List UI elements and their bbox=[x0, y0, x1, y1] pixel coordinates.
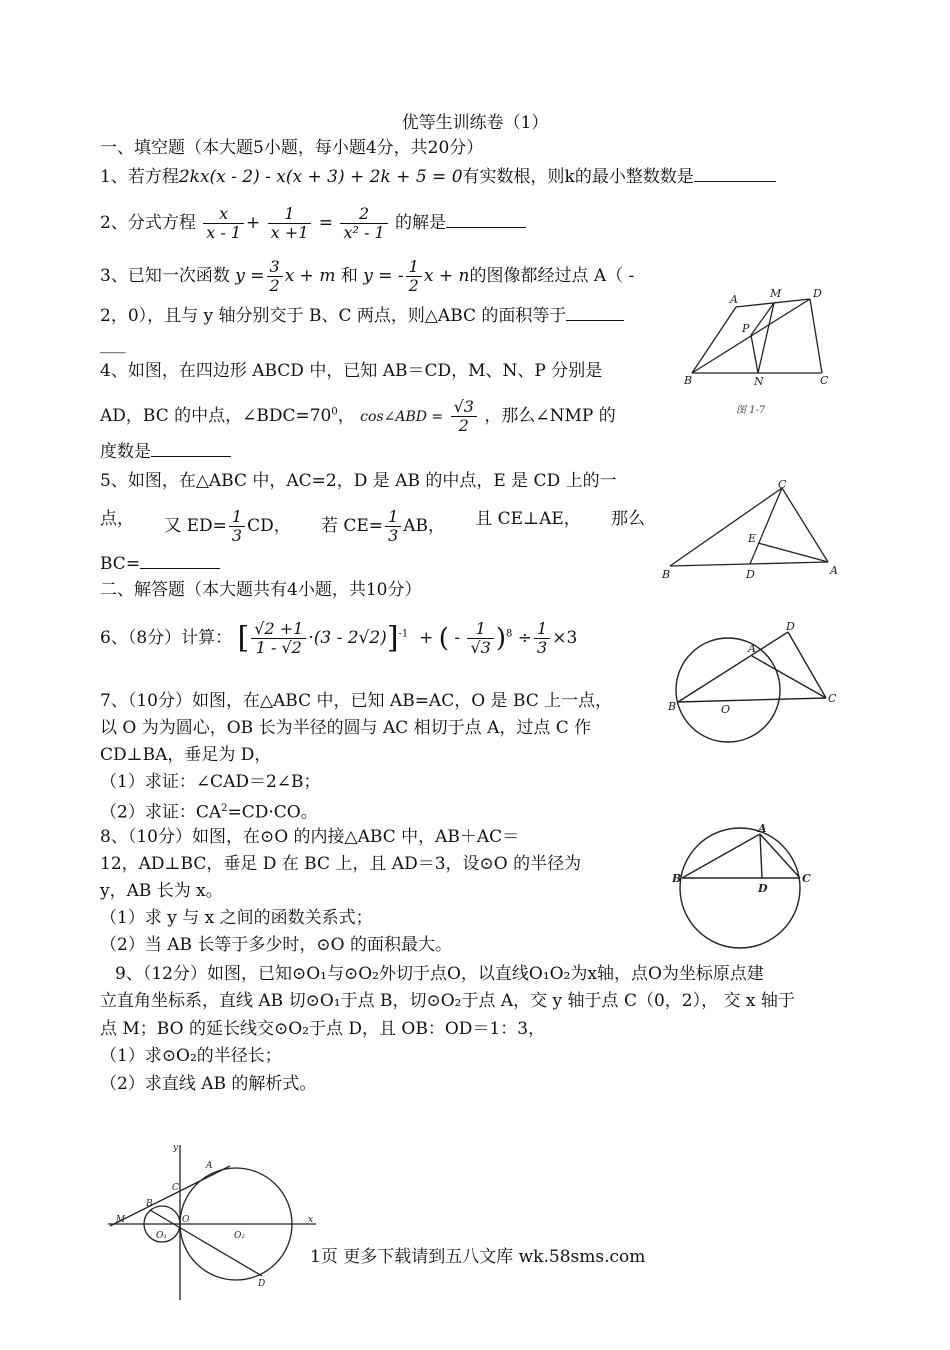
svg-text:C: C bbox=[172, 1183, 179, 1193]
coordinate-circles-figure bbox=[108, 1140, 323, 1305]
question-7-line-3: CD⊥BA，垂足为 D， bbox=[100, 745, 272, 765]
svg-text:y: y bbox=[173, 1143, 179, 1153]
fraction: $\frac{x}{x - 1}$ bbox=[203, 205, 244, 242]
svg-text:C: C bbox=[778, 478, 787, 491]
svg-text:O₂: O₂ bbox=[234, 1231, 245, 1241]
svg-text:N: N bbox=[754, 375, 764, 388]
svg-text:x: x bbox=[308, 1215, 314, 1225]
svg-text:A: A bbox=[758, 822, 767, 835]
svg-text:D: D bbox=[258, 1279, 266, 1289]
answer-blank[interactable] bbox=[151, 440, 231, 457]
section2-heading: 二、解答题（本大题共有4小题，共10分） bbox=[100, 580, 422, 600]
svg-text:P: P bbox=[742, 322, 750, 335]
svg-text:M: M bbox=[116, 1215, 126, 1225]
circle-tangent-figure bbox=[668, 618, 848, 753]
fraction: $\frac{1}{√3}$ bbox=[467, 620, 493, 657]
svg-text:B: B bbox=[668, 700, 677, 713]
svg-text:A: A bbox=[730, 293, 738, 306]
fraction: $\frac{√2 +1}{1 - √2}$ bbox=[251, 620, 306, 657]
question-7-part-2: （2）求证：$CA^2=CD\cdot CO$。 bbox=[100, 802, 318, 823]
svg-text:C: C bbox=[802, 872, 811, 885]
svg-text:B: B bbox=[662, 568, 671, 581]
question-7-part-1: （1）求证：∠CAD＝2∠B； bbox=[100, 772, 321, 792]
answer-blank[interactable] bbox=[566, 304, 624, 321]
page-footer: 1页 更多下载请到五八文库 wk.58sms.com bbox=[310, 1247, 646, 1267]
fraction: $\frac{1}{3}$ bbox=[534, 620, 550, 657]
question-4-line-3: 度数是 bbox=[100, 440, 231, 463]
svg-text:B: B bbox=[672, 872, 682, 885]
page-title: 优等生训练卷（1） bbox=[401, 113, 549, 133]
question-8-line-3: y，AB 长为 x。 bbox=[100, 881, 223, 901]
svg-text:O: O bbox=[182, 1215, 190, 1225]
question-4-line-1: 4、如图，在四边形 ABCD 中，已知 AB＝CD，M、N、P 分别是 bbox=[100, 361, 603, 381]
svg-text:A: A bbox=[206, 1161, 213, 1171]
triangle-figure bbox=[660, 478, 845, 583]
svg-text:A: A bbox=[748, 642, 756, 655]
question-9-line-1: 9、（12分）如图，已知⊙O₁与⊙O₂外切于点O，以直线O₁O₂为x轴，点O为坐标原点建 bbox=[115, 964, 764, 984]
svg-text:C: C bbox=[828, 692, 837, 705]
question-7-line-1: 7、（10分）如图，在△ABC 中，已知 AB=AC，O 是 BC 上一点， bbox=[100, 691, 613, 711]
question-8-part-2: （2）当 AB 长等于多少时，⊙O 的面积最大。 bbox=[100, 935, 452, 955]
answer-blank[interactable] bbox=[694, 165, 776, 182]
fraction: $\frac{√3}{2}$ bbox=[451, 398, 477, 435]
question-2: 2、分式方程 $\frac{x}{x - 1}$ + $\frac{1}{x +1}$ = $\frac{2}{\text{x² - 1}}$ 的解是 bbox=[100, 205, 526, 242]
svg-text:O: O bbox=[721, 703, 731, 716]
inscribed-triangle-figure bbox=[672, 822, 822, 952]
fraction: $\frac{1}{2}$ bbox=[406, 258, 422, 295]
figure-caption: 图 1-7 bbox=[736, 405, 766, 416]
svg-text:A: A bbox=[830, 564, 838, 577]
question-9-line-2: 立直角坐标系，直线 AB 切⊙O₁于点 B，切⊙O₂于点 A，交 y 轴于点 C（0，2）， 交 x 轴于 bbox=[100, 991, 795, 1011]
answer-blank[interactable] bbox=[446, 211, 526, 228]
fraction: $\frac{1}{3}$ bbox=[385, 508, 401, 545]
question-4-line-2: AD，BC 的中点，$\angle BDC=70^0$， cos∠ABD = $\frac{√3}{2}$ ，那么∠NMP 的 bbox=[100, 397, 616, 435]
question-6: 6、（8分）计算： [ $\frac{√2 +1}{1 - √2}$ ·(3 - 2√2)]$^{-1}$ + ( - $\frac{1}{√3}$ )$^8$ ÷ $\frac{1}{3}$ ×3 bbox=[100, 619, 578, 657]
question-3: 3、已知一次函数 y = $\frac{3}{2}$ x + m 和 y = - $\frac{1}{2}$ x + n的图像都经过点 A（ - bbox=[100, 257, 635, 295]
question-9-line-3: 点 M；BO 的延长线交⊙O₂于点 D，且 OB：OD＝1：3， bbox=[100, 1019, 546, 1039]
fraction: $\frac{2}{\text{x² - 1}}$ bbox=[340, 205, 387, 242]
question-9-part-1: （1）求⊙O₂的半径长； bbox=[100, 1046, 282, 1066]
svg-text:E: E bbox=[748, 532, 757, 545]
question-3-line-2: 2，0），且与 y 轴分别交于 B、C 两点，则△ABC 的面积等于 bbox=[100, 304, 624, 327]
question-9-part-2: （2）求直线 AB 的解析式。 bbox=[100, 1074, 317, 1094]
section1-heading: 一、填空题（本大题5小题，每小题4分，共20分） bbox=[100, 138, 484, 158]
question-3-tail: ___ bbox=[100, 334, 126, 354]
question-5-line-3: BC= bbox=[100, 552, 220, 575]
question-1: 1、若方程2kx(x - 2) - x(x + 3) + 2k + 5 = 0有实数根，则k的最小整数数是 bbox=[100, 165, 776, 188]
fraction: $\frac{1}{x +1}$ bbox=[268, 205, 312, 242]
svg-text:M: M bbox=[770, 287, 782, 300]
question-7-line-2: 以 O 为为圆心，OB 长为半径的圆与 AC 相切于点 A，过点 C 作 bbox=[100, 718, 592, 738]
question-8-line-1: 8、（10分）如图，在⊙O 的内接△ABC 中，AB＋AC＝ bbox=[100, 827, 520, 847]
question-8-part-1: （1）求 y 与 x 之间的函数关系式； bbox=[100, 908, 373, 928]
fraction: $\frac{1}{3}$ bbox=[229, 508, 245, 545]
svg-text:C: C bbox=[820, 374, 829, 387]
question-5-line-2: 点， 又 ED= $\frac{1}{3}$ CD， 若 CE= $\frac{1}{3}$ AB， 且 CE⊥AE， 那么 bbox=[100, 507, 645, 545]
fraction: $\frac{3}{2}$ bbox=[267, 258, 283, 295]
q1-equation: 2kx(x - 2) - x(x + 3) + 2k + 5 = 0 bbox=[178, 167, 463, 187]
question-8-line-2: 12，AD⊥BC，垂足 D 在 BC 上，且 AD＝3，设⊙O 的半径为 bbox=[100, 854, 582, 874]
svg-text:B: B bbox=[684, 374, 693, 387]
quadrilateral-figure bbox=[680, 285, 840, 420]
answer-blank[interactable] bbox=[140, 552, 220, 569]
svg-text:B: B bbox=[146, 1199, 153, 1209]
svg-text:D: D bbox=[813, 287, 822, 300]
question-5-line-1: 5、如图，在△ABC 中，AC=2，D 是 AB 的中点，E 是 CD 上的一 bbox=[100, 471, 617, 491]
svg-text:O₁: O₁ bbox=[156, 1231, 167, 1241]
svg-text:D: D bbox=[746, 568, 755, 581]
svg-text:D: D bbox=[758, 882, 768, 895]
svg-text:D: D bbox=[786, 620, 795, 633]
